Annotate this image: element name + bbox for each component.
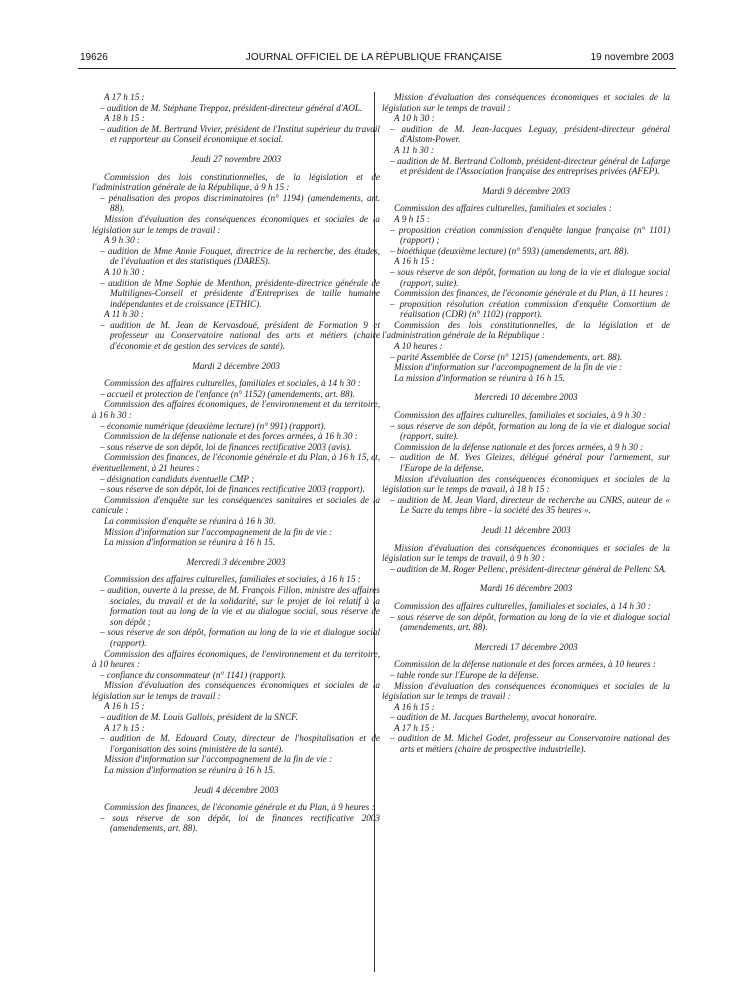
- agenda-item: – audition de M. Louis Gallois, président de la SNCF.: [100, 712, 298, 723]
- agenda-item: – sous réserve de son dépôt, formation au long de la vie et dialogue social (rapport, suite).: [390, 266, 670, 288]
- date-heading: Mardi 16 décembre 2003: [479, 583, 573, 594]
- date-heading: Jeudi 11 décembre 2003: [481, 524, 571, 535]
- agenda-paragraph: La mission d'information se réunira à 16 h 15.: [104, 765, 276, 776]
- agenda-item: – sous réserve de son dépôt, loi de finances rectificative 2003 (amendements, art. 88).: [100, 812, 380, 834]
- agenda-paragraph: Commission des affaires culturelles, familiales et sociales :: [394, 203, 612, 214]
- agenda-item: – désignation candidats éventuelle CMP ;: [100, 473, 255, 484]
- column-divider: [374, 92, 375, 972]
- agenda-item: – parité Assemblée de Corse (n° 1215) (amendements, art. 88).: [390, 351, 623, 362]
- agenda-paragraph: Commission des affaires économiques, de l'environnement et du territoire, à 16 h 30 :: [92, 399, 380, 421]
- agenda-item: – audition de Mme Annie Fouquet, directrice de la recherche, des études, de l'évaluation et des statistiques (DARES).: [100, 245, 380, 267]
- agenda-item: – sous réserve de son dépôt, loi de finances rectificative 2003 (rapport).: [100, 484, 365, 495]
- issue-date: 19 novembre 2003: [590, 52, 674, 63]
- agenda-item: – audition de M. Edouard Couty, directeur de l'hospitalisation et de l'organisation des soins (ministère de la santé).: [100, 733, 380, 754]
- agenda-item: – audition de M. Stéphane Treppoz, président-directeur général d'AOL.: [100, 102, 363, 113]
- agenda-item: – audition de M. Jean de Kervasdoué, président de Formation 9 et professeur au Conservatoire national des arts et métiers (chaire d'économie et de gestion des services de santé).: [100, 319, 380, 352]
- date-heading: Mardi 9 décembre 2003: [482, 185, 570, 196]
- page-number: 19626: [80, 52, 108, 63]
- agenda-item: – audition de M. Yves Gleizes, délégué général pour l'armement, sur l'Europe de la défense.: [390, 452, 670, 473]
- agenda-paragraph: Mission d'évaluation des conséquences économiques et sociales de la législation sur le temps de travail :: [382, 680, 670, 702]
- agenda-item: – bioéthique (deuxième lecture) (n° 593) (amendements, art. 88).: [390, 245, 629, 256]
- agenda-paragraph: A 16 h 15 :: [394, 256, 435, 267]
- agenda-item: – sous réserve de son dépôt, formation au long de la vie et dialogue social (rapport).: [100, 627, 380, 648]
- agenda-item: – audition de M. Bertrand Vivier, président de l'Institut supérieur du travail et rapporteur au Conseil économique et social.: [100, 123, 380, 145]
- agenda-item: – audition de M. Jean-Jacques Leguay, président-directeur général d'Alstom-Power.: [390, 123, 670, 145]
- left-column: [92, 92, 380, 834]
- agenda-item: – audition de M. Michel Godet, professeur au Conservatoire national des arts et métiers (chaire de prospective industrielle).: [390, 733, 670, 755]
- agenda-item: – sous réserve de son dépôt, formation au long de la vie et dialogue social (amendements, art. 88).: [390, 611, 670, 633]
- agenda-paragraph: A 17 h 15 :: [394, 722, 435, 733]
- agenda-paragraph: Mission d'évaluation des conséquences économiques et sociales de la législation sur le temps de travail, à 9 h 30 :: [382, 542, 670, 564]
- date-heading: Mercredi 17 décembre 2003: [474, 641, 578, 652]
- agenda-item: – audition de Mme Sophie de Menthon, présidente-directrice générale de Multilignes-Conseil et présidente d'Entreprises de taille humaine indépendantes et de croissance (ETHIC).: [100, 277, 380, 309]
- agenda-paragraph: Commission des affaires culturelles, familiales et sociales, à 16 h 15 :: [104, 574, 361, 585]
- agenda-item: – audition, ouverte à la presse, de M. François Fillon, ministre des affaires sociales, du travail et de la solidarité, sur le projet de loi relatif à la formation tout au long de la vie et au dialogue social, sous réserve de son dépôt ;: [100, 584, 380, 627]
- agenda-paragraph: Commission d'enquête sur les conséquences sanitaires et sociales de la canicule :: [92, 494, 380, 516]
- date-heading: Mercredi 3 décembre 2003: [186, 556, 286, 567]
- agenda-paragraph: Commission des lois constitutionnelles, de la législation et de l'administration générale de la République, à 9 h 15 :: [92, 171, 380, 193]
- agenda-item: – audition de M. Roger Pellenc, président-directeur général de Pellenc SA.: [390, 563, 667, 574]
- agenda-paragraph: Mission d'information sur l'accompagnement de la fin de vie :: [104, 526, 333, 537]
- agenda-paragraph: Commission des affaires culturelles, familiales et sociales, à 14 h 30 :: [104, 378, 361, 389]
- agenda-paragraph: Commission de la défense nationale et des forces armées, à 9 h 30 :: [394, 441, 644, 452]
- agenda-paragraph: Commission de la défense nationale et des forces armées, à 10 heures :: [394, 659, 656, 670]
- agenda-item: – audition de M. Bertrand Collomb, président-directeur général de Lafarge et président de l'Association française des entreprises privées (AFEP).: [390, 155, 670, 177]
- agenda-paragraph: A 17 h 15 :: [104, 92, 145, 102]
- agenda-item: – proposition création commission d'enquête langue française (n° 1101) (rapport) ;: [390, 224, 670, 246]
- date-heading: Jeudi 27 novembre 2003: [190, 153, 282, 164]
- agenda-paragraph: A 10 h 30 :: [104, 266, 145, 277]
- agenda-item: – économie numérique (deuxième lecture) (n° 991) (rapport).: [100, 420, 326, 431]
- date-heading: Mardi 2 décembre 2003: [192, 360, 280, 371]
- agenda-paragraph: Commission de la défense nationale et des forces armées, à 16 h 30 :: [104, 431, 358, 442]
- agenda-paragraph: Commission des lois constitutionnelles, de la législation et de l'administration générale de la République :: [382, 319, 670, 341]
- journal-title: JOURNAL OFFICIEL DE LA RÉPUBLIQUE FRANÇAISE: [245, 52, 503, 63]
- date-heading: Mercredi 10 décembre 2003: [474, 392, 578, 403]
- agenda-item: – proposition résolution création commission d'enquête Consortium de réalisation (CDR) (n° 1102) (rapport).: [390, 298, 670, 320]
- agenda-paragraph: A 11 h 30 :: [104, 309, 144, 320]
- agenda-paragraph: Mission d'information sur l'accompagnement de la fin de vie :: [394, 362, 623, 373]
- agenda-item: – sous réserve de son dépôt, formation au long de la vie et dialogue social (rapport, suite).: [390, 420, 670, 442]
- agenda-paragraph: Commission des affaires culturelles, familiales et sociales, à 9 h 30 :: [394, 410, 647, 421]
- agenda-paragraph: Commission des finances, de l'économie générale et du Plan, à 9 heures :: [104, 802, 375, 813]
- agenda-paragraph: A 17 h 15 :: [104, 722, 145, 733]
- agenda-paragraph: A 9 h 30 :: [104, 235, 141, 246]
- agenda-paragraph: Commission des affaires culturelles, familiales et sociales, à 14 h 30 :: [394, 600, 651, 611]
- agenda-paragraph: La mission d'information se réunira à 16 h 15.: [104, 537, 276, 548]
- agenda-paragraph: A 16 h 15 :: [104, 701, 145, 712]
- right-column: [382, 92, 670, 755]
- agenda-item: – table ronde sur l'Europe de la défense.: [390, 669, 539, 680]
- agenda-paragraph: A 10 h 30 :: [394, 113, 435, 124]
- agenda-paragraph: Commission des finances, de l'économie générale et du Plan, à 16 h 15, et, éventuellement, à 21 heures :: [92, 452, 380, 473]
- agenda-paragraph: La mission d'information se réunira à 16 h 15.: [394, 372, 566, 383]
- agenda-item: – accueil et protection de l'enfance (n° 1152) (amendements, art. 88).: [100, 388, 355, 399]
- agenda-item: – confiance du consommateur (n° 1141) (rapport).: [100, 669, 286, 680]
- agenda-paragraph: A 10 heures :: [394, 341, 443, 352]
- agenda-paragraph: Mission d'évaluation des conséquences économiques et sociales de la législation sur le temps de travail :: [92, 213, 380, 235]
- agenda-paragraph: A 11 h 30 :: [394, 144, 434, 155]
- agenda-item: – pénalisation des propos discriminatoires (n° 1194) (amendements, art. 88).: [100, 192, 380, 214]
- agenda-paragraph: Mission d'évaluation des conséquences économiques et sociales de la législation sur le temps de travail, à 18 h 15 :: [382, 473, 670, 495]
- agenda-paragraph: Commission des affaires économiques, de l'environnement et du territoire, à 10 heures :: [92, 648, 380, 670]
- date-heading: Jeudi 4 décembre 2003: [193, 784, 279, 795]
- agenda-paragraph: Commission des finances, de l'économie générale et du Plan, à 11 heures :: [394, 288, 669, 299]
- agenda-paragraph: A 16 h 15 :: [394, 701, 435, 712]
- agenda-paragraph: Mission d'évaluation des conséquences économiques et sociales de la législation sur le temps de travail :: [92, 680, 380, 701]
- agenda-item: – audition de M. Jean Viard, directeur de recherche au CNRS, auteur de « Le Sacre du temps libre - la société des 35 heures ».: [390, 494, 670, 516]
- page-header: [0, 48, 748, 68]
- agenda-paragraph: A 9 h 15 :: [394, 213, 431, 224]
- header-rule: [78, 68, 676, 69]
- agenda-paragraph: Mission d'évaluation des conséquences économiques et sociales de la législation sur le temps de travail :: [382, 92, 670, 113]
- agenda-paragraph: Mission d'information sur l'accompagnement de la fin de vie :: [104, 754, 333, 765]
- agenda-item: – audition de M. Jacques Barthelemy, avocat honoraire.: [390, 712, 597, 723]
- agenda-paragraph: A 18 h 15 :: [104, 113, 145, 124]
- agenda-paragraph: La commission d'enquête se réunira à 16 h 30.: [104, 515, 276, 526]
- agenda-item: – sous réserve de son dépôt, loi de finances rectificative 2003 (avis).: [100, 441, 352, 452]
